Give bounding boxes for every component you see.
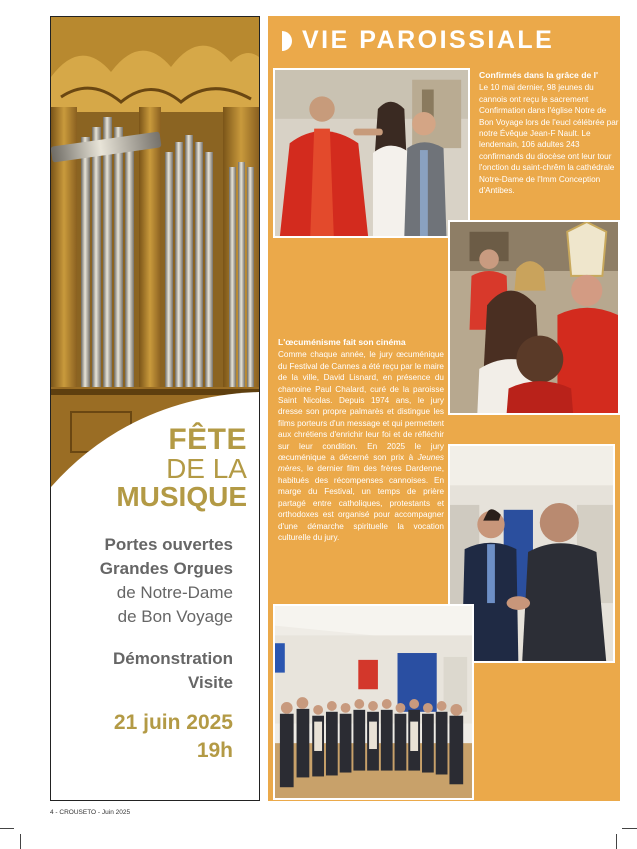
article-body-part1: Comme chaque année, le jury œcuménique du Festival de Cannes a été reçu par le maire de la ville, David Lisnard, en présence du chanoine Paul Chalard, curé de la paroisse Saint Nicolas. Depuis 1974 ans, le jury dresse son propre palmarès et distingue les films porteurs d'un message et qui permettent aux chrétiens d'enrichir leur foi et de réfléchir sur leur condition. En 2025 le jury œcuménique a décerné son prix à (278, 350, 444, 463)
poster-block-open-doors (51, 533, 247, 629)
vie-paroissiale-section (268, 16, 620, 801)
article-oecumenisme (278, 337, 444, 543)
article-body: Le 10 mai dernier, 98 jeunes du cannois ont reçu le sacrement Confirmation dans l'église Notre de Bon Voyage lors de l'eucl célébrée par notre Évêque Jean-F Nault. Le lendemain, 106 adultes 243 confirmands du diocèse ont leur tour l'onction du saint-chrêm la cathédrale Notre-Dame de l'Imm Conception d'Antibes. (479, 83, 619, 196)
poster-date: 21 juin 2025 (113, 711, 233, 734)
poster-title-line2: DE LA (166, 453, 247, 484)
article-body-part2: , le dernier film des frères Dardenne, habitués des récompenses cannoises. En marge du Festival, un temps de prière partagé entre catholiques, protestants et orthodoxes est organisé pour accompagner d'une démarche spirituelle la vocation culturelle du jury. (278, 464, 444, 542)
article-body (278, 349, 444, 543)
crop-mark (616, 834, 617, 849)
poster-time: 19h (196, 739, 233, 762)
poster-line: Grandes Orgues (99, 559, 233, 578)
poster-title (51, 425, 247, 511)
poster-text (51, 425, 259, 765)
poster-line: Portes ouvertes (104, 535, 233, 554)
photo-confirmation-bishop (273, 68, 470, 238)
poster-line: Visite (187, 673, 233, 692)
crop-mark (20, 834, 21, 849)
section-header (268, 16, 620, 64)
fete-musique-poster (50, 16, 260, 801)
section-title: VIE PAROISSIALE (302, 26, 555, 54)
photo-anointing (448, 220, 620, 415)
crop-mark (622, 828, 637, 829)
crop-mark (0, 828, 14, 829)
article-confirmation (479, 70, 619, 196)
poster-line: de Notre-Dame (116, 583, 233, 602)
poster-block-demo (51, 647, 247, 695)
photo-group (273, 604, 474, 800)
half-circle-icon (282, 31, 292, 51)
poster-line: Démonstration (113, 649, 233, 668)
article-heading: Confirmés dans la grâce de l' (479, 70, 599, 80)
poster-date-block (51, 709, 247, 765)
film-title: Jeunes mères (278, 453, 444, 474)
poster-line: de Bon Voyage (117, 607, 233, 626)
page-footer: 4 - CROUSETO - Juin 2025 (50, 809, 131, 816)
poster-title-line3: MUSIQUE (116, 481, 247, 512)
poster-title-line1: FÊTE (168, 423, 247, 456)
article-heading: L'œcuménisme fait son cinéma (278, 337, 406, 347)
